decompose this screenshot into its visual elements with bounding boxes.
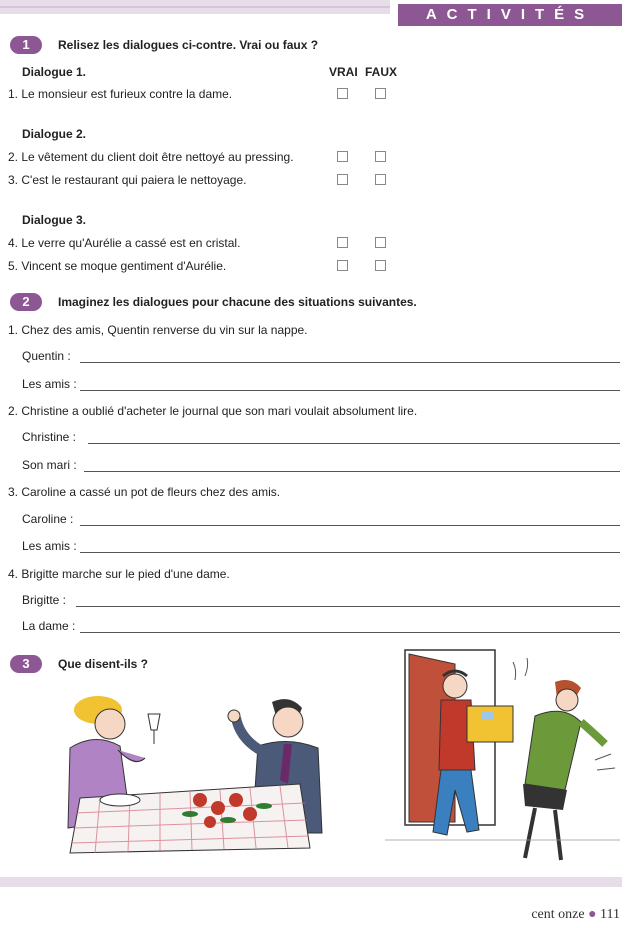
statement-2 [8, 150, 294, 164]
dialogue-3-title: Dialogue 3. [22, 213, 87, 227]
speaker-label: Christine : [22, 430, 77, 444]
statement-1-vrai-checkbox[interactable] [337, 88, 348, 99]
faux-header: FAUX [365, 65, 398, 79]
statement-5-faux-checkbox[interactable] [375, 260, 386, 271]
activites-banner: ACTIVITÉS [398, 4, 622, 26]
statement-text: C'est le restaurant qui paiera le nettoyage. [21, 173, 247, 187]
vrai-header: VRAI [329, 65, 358, 79]
speaker-label: Son mari : [22, 458, 77, 472]
page-number: 111 [600, 907, 620, 922]
doorway-collision-illustration [385, 640, 620, 872]
dialogue-2-title: Dialogue 2. [22, 127, 87, 141]
speaker-label: La dame : [22, 619, 76, 633]
speaker-label: Brigitte : [22, 593, 67, 607]
section-1-title: Relisez les dialogues ci-contre. Vrai ou faux ? [58, 38, 319, 52]
page-number-words: cent onze [531, 907, 585, 922]
situation-3: 3. Caroline a cassé un pot de fleurs chez des amis. [8, 485, 281, 499]
restaurant-scene-illustration [40, 688, 340, 863]
speaker-label: Caroline : [22, 512, 74, 526]
section-3-badge: 3 [10, 655, 42, 673]
answer-line-caroline[interactable] [80, 525, 620, 526]
section-1-badge: 1 [10, 36, 42, 54]
answer-line-christine[interactable] [88, 443, 620, 444]
dialogue-1-title: Dialogue 1. [22, 65, 87, 79]
section-2-badge: 2 [10, 293, 42, 311]
statement-4 [8, 236, 240, 250]
answer-line-son-mari[interactable] [84, 471, 620, 472]
statement-number: 4. [8, 236, 19, 250]
statement-3 [8, 173, 246, 187]
statement-text: Vincent se moque gentiment d'Aurélie. [21, 259, 227, 273]
answer-line-la-dame[interactable] [80, 632, 620, 633]
answer-line-les-amis-3[interactable] [80, 552, 620, 553]
statement-2-vrai-checkbox[interactable] [337, 151, 348, 162]
statement-5 [8, 259, 226, 273]
answer-line-brigitte[interactable] [76, 606, 620, 607]
answer-line-les-amis-1[interactable] [80, 390, 620, 391]
section-2-title: Imaginez les dialogues pour chacune des situations suivantes. [58, 295, 417, 309]
speaker-label: Quentin : [22, 349, 71, 363]
situation-4: 4. Brigitte marche sur le pied d'une dame. [8, 567, 230, 581]
section-3-title: Que disent-ils ? [58, 657, 149, 671]
speaker-label: Les amis : [22, 377, 77, 391]
situation-1: 1. Chez des amis, Quentin renverse du vin sur la nappe. [8, 323, 308, 337]
statement-3-faux-checkbox[interactable] [375, 174, 386, 185]
statement-text: Le verre qu'Aurélie a cassé est en cristal. [21, 236, 241, 250]
statement-4-faux-checkbox[interactable] [375, 237, 386, 248]
statement-5-vrai-checkbox[interactable] [337, 260, 348, 271]
statement-3-vrai-checkbox[interactable] [337, 174, 348, 185]
statement-2-faux-checkbox[interactable] [375, 151, 386, 162]
statement-text: Le monsieur est furieux contre la dame. [21, 87, 233, 101]
statement-number: 5. [8, 259, 19, 273]
page-footer [531, 907, 620, 923]
statement-number: 3. [8, 173, 19, 187]
statement-number: 2. [8, 150, 19, 164]
statement-1 [8, 87, 232, 101]
statement-number: 1. [8, 87, 19, 101]
speaker-label: Les amis : [22, 539, 77, 553]
bullet-dot-icon: ● [588, 907, 597, 922]
statement-text: Le vêtement du client doit être nettoyé au pressing. [21, 150, 294, 164]
statement-1-faux-checkbox[interactable] [375, 88, 386, 99]
situation-2: 2. Christine a oublié d'acheter le journal que son mari voulait absolument lire. [8, 404, 418, 418]
answer-line-quentin[interactable] [80, 362, 620, 363]
top-decorative-bar [0, 0, 390, 14]
statement-4-vrai-checkbox[interactable] [337, 237, 348, 248]
bottom-decorative-bar [0, 877, 622, 887]
